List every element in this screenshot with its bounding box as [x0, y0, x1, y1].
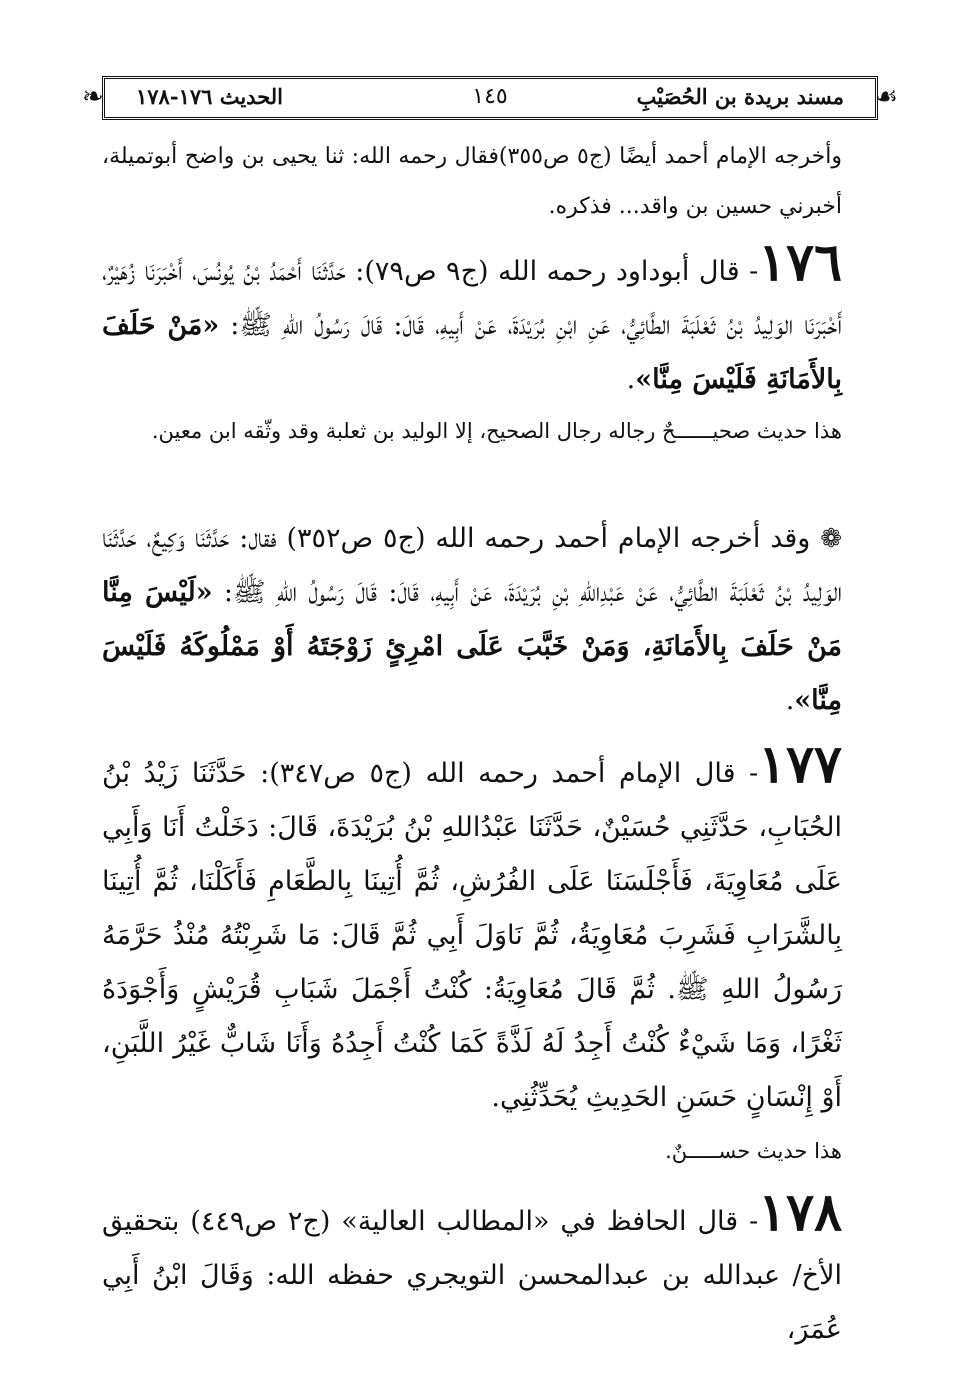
- intro-paragraph: وأخرجه الإمام أحمد أيضًا (ج٥ ص٣٥٥)فقال رحمه الله: ثنا يحيى بن واضح أبوتميلة، أخبرني حسين بن واقد... فذكره.: [102, 144, 842, 219]
- flower-icon: ❁: [820, 524, 842, 554]
- ahmad-narration-body: وقد أخرجه الإمام أحمد رحمه الله (ج٥ ص٣٥٢) فقال: حَدَّثَنَا وَكِيعٌ، حَدَّثَنَا الوَلِيدُ بْنُ ثَعْلَبَةَ الطَّائِيُّ، عَنْ عَبْدِاللهِ بْنِ بُرَيْدَةَ، عَنْ أَبِيهِ، قَالَ: قَالَ رَسُولُ اللهِ ﷺ:: [102, 523, 842, 608]
- intro-block: [102, 132, 842, 232]
- hadith-177: [102, 734, 843, 1125]
- hadith-177-note: هذا حديث حســـــنٌ.: [665, 1139, 842, 1163]
- hadith-178-number: ١٧٨: [758, 1182, 842, 1243]
- hadith-178-body: - قال الحافظ في «المطالب العالية» (ج٢ ص٤٤٩) بتحقيق الأخ/ عبدالله بن عبدالمحسن التويجري حفظه الله: وَقَالَ ابْنُ أَبِي عُمَرَ،: [102, 1206, 842, 1345]
- hadith-177-grading: [102, 1128, 842, 1174]
- hadith-176-note: هذا حديث صحيــــــحٌ رجاله رجال الصحيح، إلا الوليد بن ثعلبة وقد وثّقه ابن معين.: [151, 419, 842, 443]
- ahmad-narration: [102, 512, 842, 728]
- hadith-176: [102, 232, 842, 407]
- hadith-176-matn: «مَنْ حَلَفَ بِالأَمَانَةِ فَلَيْسَ مِنَّا»: [102, 310, 842, 395]
- hadith-178: [102, 1182, 842, 1357]
- page-number: ١٤٥: [472, 84, 508, 109]
- hadith-177-body: - قال الإمام أحمد رحمه الله (ج٥ ص٣٤٧): حَدَّثَنَا زَيْدُ بْنُ الحُبَابِ، حَدَّثَنِي حُسَيْنٌ، حَدَّثَنَا عَبْدُاللهِ بْنُ بُرَيْدَةَ، قَالَ: دَخَلْتُ أَنَا وَأَبِي عَلَى مُعَاوِيَةَ، فَأَجْلَسَنَا عَلَى الفُرُشِ، ثُمَّ أُتِينَا بِالطَّعَامِ فَأَكَلْنَا، ثُمَّ أُتِينَا بِالشَّرَابِ فَشَرِبَ مُعَاوِيَةُ، ثُمَّ نَاوَلَ أَبِي ثُمَّ قَالَ: مَا شَرِبْتُهُ مُنْذُ حَرَّمَهُ رَسُولُ اللهِ ﷺ. ثُمَّ قَالَ مُعَاوِيَةُ: كُنْتُ أَجْمَلَ شَبَابِ قُرَيْشٍ وَأَجْوَدَهُ ثَغْرًا، وَمَا شَيْءٌ كُنْتُ أَجِدُ لَهُ لَذَّةً كَمَا كُنْتُ أَجِدُهُ وَأَنَا شَابٌّ غَيْرُ اللَّبَنِ، أَوْ إِنْسَانٍ حَسَنِ الحَدِيثِ يُحَدِّثُنِي.: [102, 758, 843, 1113]
- hadith-176-number: ١٧٦: [758, 232, 842, 293]
- hadith-176-body: - قال أبوداود رحمه الله (ج٩ ص٧٩): حَدَّثَنَا أَحْمَدُ بْنُ يُونُسَ، أَخْبَرَنَا زُهَيْرٌ، أَخْبَرَنَا الوَلِيدُ بْنُ ثَعْلَبَةَ الطَّائِيُّ، عَنِ ابْنِ بُرَيْدَةَ، عَنْ أَبِيهِ، قَالَ: قَالَ رَسُولُ اللهِ ﷺ:: [102, 256, 842, 341]
- ahmad-narration-end: .: [785, 685, 795, 716]
- hadith-range: الحديث ١٧٦-١٧٨: [136, 84, 283, 109]
- hadith-177-number: ١٧٧: [758, 734, 842, 795]
- right-ornament-icon: ☙: [874, 82, 898, 112]
- hadith-176-end: .: [626, 364, 636, 395]
- hadith-178-text: [102, 1182, 842, 1357]
- hadith-176-text: [102, 232, 842, 407]
- hadith-176-grading: [102, 408, 842, 454]
- hadith-177-text: [102, 734, 843, 1125]
- ahmad-narration-text: [102, 512, 842, 728]
- ahmad-narration-matn: «لَيْسَ مِنَّا مَنْ حَلَفَ بِالأَمَانَةِ، وَمَنْ خَبَّبَ عَلَى امْرِئٍ زَوْجَتَهُ أَوْ مَمْلُوكَهُ فَلَيْسَ مِنَّا»: [102, 577, 842, 716]
- left-ornament-icon: ❧: [82, 82, 104, 112]
- page-header: [84, 70, 896, 126]
- book-title: مسند بريدة بن الحُصَيْبِ: [636, 84, 844, 109]
